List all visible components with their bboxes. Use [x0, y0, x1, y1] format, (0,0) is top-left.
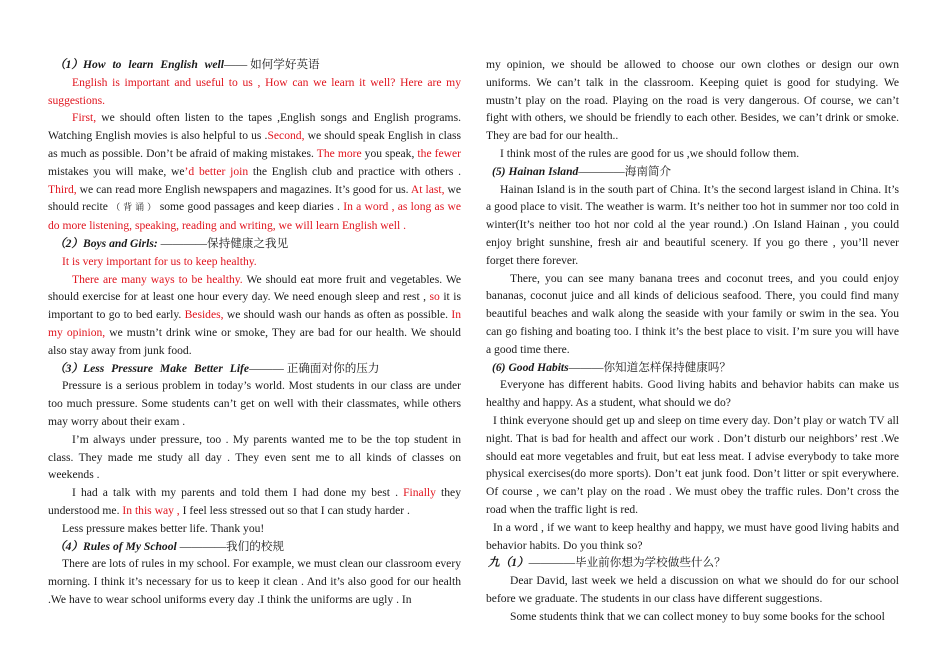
heading-chinese: ————我们的校规: [176, 539, 284, 553]
text-red: In my opinion,: [48, 308, 461, 339]
text: we should recite: [48, 182, 461, 214]
text: I feel less stressed out so that I can study harder .: [179, 503, 410, 517]
paragraph-hainan-intro: Hainan Island is in the south part of China. It’s the second largest island in China. It’s a good place to visit. The weather is warm. It’s neither too hot in summer nor too cold in winter(It’s neither too hot nor cold al the year round.) .On Island Hainan , you could enjoy bright sunshine, fresh air and beautiful scenery. If you go there , you’ll never forget there forever.: [486, 182, 899, 267]
heading-title: Hainan Island: [508, 164, 579, 178]
text: they understood me.: [48, 486, 461, 517]
text: the English club and practice with others .: [248, 164, 461, 178]
paragraph-suggestions: [48, 109, 461, 235]
heading-number: （1）: [54, 58, 83, 71]
heading-chinese: ————保持健康之我见: [157, 236, 289, 250]
text: some good passages and keep diaries .: [156, 200, 344, 214]
text: we should speak English in class as much as possible. Don’t be afraid of making mistakes.: [48, 129, 461, 160]
paragraph-rules-continued: my opinion, we should be allowed to choose our own clothes or design our own uniforms. We can’t talk in the classroom. Keeping quiet is good for studying. We mustn’t play on the road. Playing on the road is very dangerous. Of course, we can’t fight with others, we should be friendly to each other. Besides, we can’t drink or smoke. They are bad for our health..: [486, 58, 899, 143]
text-red: Second,: [267, 129, 305, 143]
heading-number: (5): [492, 164, 506, 178]
heading-how-to-learn-english: [48, 56, 461, 74]
paragraph-pressure-problem: Pressure is a serious problem in today’s world. Most students in our class are under too much pressure. Some students can’t get on well with their classmates, while others may worry about their exam .: [48, 379, 461, 428]
text-red: the fewer: [417, 146, 461, 160]
heading-title: Rules of My School: [83, 539, 177, 553]
heading-number: 九（1）: [488, 556, 529, 570]
text-red: There are many ways to be healthy.: [72, 272, 243, 286]
heading-title: Boys and Girls:: [83, 236, 158, 250]
text: we can read more English newspapers and magazines. It’s good for us.: [76, 182, 411, 196]
heading-dash: ——: [223, 58, 248, 71]
heading-number: （4）: [54, 539, 83, 553]
heading-less-pressure: [48, 360, 461, 378]
text-red: so: [429, 290, 440, 304]
heading-chinese: ————海南简介: [578, 164, 672, 178]
paragraph-talk-parents: [48, 484, 461, 520]
paragraph-ways-healthy: [48, 271, 461, 360]
text-red: At last,: [410, 182, 445, 196]
heading-hainan-island: [486, 163, 899, 181]
paragraph-intro: English is important and useful to us , How can we learn it well? Here are my suggestions.: [48, 75, 461, 107]
text-gloss: （ 背 诵 ）: [111, 202, 157, 213]
text-red: Finally: [403, 486, 436, 500]
paragraph-habits-advice: I think everyone should get up and sleep on time every day. Don’t play or watch TV all night. That is bad for health and affect our work . Don’t disturb our neighbors’ rest .We should eat more vegetables and fruit, but eat less meat. I advise everybody to take more physical exercises(do more sports). Don’t eat junk food. Don’t litter or spit everywhere. Of course , we can’t play on the road . We must obey the traffic rules. Don’t cross the road when the traffic light is red.: [486, 413, 899, 516]
text-red: In this way ,: [122, 503, 180, 517]
paragraph-rules: There are lots of rules in my school. For example, we must clean our classroom every morning. I think it’s necessary for us to keep it clean . And it’s also good for our health .We have to wear school uniforms every day .I think the uniforms are ugly . In: [48, 557, 461, 606]
heading-number: （3）: [54, 361, 83, 375]
text: I had a talk with my parents and told them I had done my best .: [72, 486, 404, 500]
paragraph-letter-suggestions: Some students think that we can collect money to buy some books for the school: [510, 609, 885, 623]
heading-before-graduate: [486, 554, 899, 572]
paragraph-less-pressure: Less pressure makes better life. Thank you!: [62, 521, 265, 535]
paragraph-follow-rules: I think most of the rules are good for us ,we should follow them.: [500, 146, 800, 160]
right-column: [486, 56, 899, 626]
text-red: First,: [72, 111, 97, 125]
heading-title: Less Pressure Make Better Life: [83, 361, 250, 375]
heading-title: How to learn English well: [83, 58, 224, 71]
paragraph-hainan-there: There, you can see many banana trees and coconut trees, and you could enjoy bananas, coconut juice and all kinds of delicious seafood. There, you could find many beautiful beaches and walk along the seaside with your family or swim in the sea. You can go fishing and boating too. I think it’s the best place to visit. I’m sure you will have a good time there.: [486, 271, 899, 356]
text-red: ’d better join: [184, 164, 249, 178]
paragraph-under-pressure: I’m always under pressure, too . My parents wanted me to be the top student in class. They made me study all day . They even sent me to all kinds of classes on weekends .: [48, 432, 461, 482]
heading-chinese: 如何学好英语: [247, 58, 320, 71]
text: mistakes you will make, we: [48, 164, 185, 178]
heading-chinese: ———你知道怎样保持健康吗？: [568, 360, 731, 374]
heading-good-habits: [486, 359, 899, 377]
text-red: The more: [316, 146, 362, 160]
heading-boys-and-girls: [48, 235, 461, 253]
text: we mustn’t drink wine or smoke, They are bad for our health. We should also stay away from junk food.: [48, 325, 461, 357]
heading-chinese: ————毕业前你想为学校做些什么？: [528, 556, 726, 570]
paragraph-habits-conclusion: In a word , if we want to keep healthy and happy, we must have good living habits and behavior habits. Do you think so?: [486, 520, 899, 552]
left-column: [48, 56, 461, 609]
text: We should eat more fruit and vegetables. We should exercise for at least one hour every day. We need enough sleep and rest ,: [48, 272, 462, 304]
text: you speak,: [361, 146, 418, 160]
text-red: Besides,: [184, 308, 224, 322]
text: we should wash our hands as often as possible.: [223, 308, 452, 322]
paragraph-letter-intro: Dear David, last week we held a discussion on what we should do for our school before we graduate. The students in our class have different suggestions.: [486, 574, 899, 605]
text-red: In a word , as long as we do more listening, speaking, reading and writing, we will learn English well .: [48, 200, 461, 233]
heading-chinese: ——— 正确面对你的压力: [249, 361, 380, 375]
heading-rules-of-school: [48, 538, 461, 556]
paragraph-habits-intro: Everyone has different habits. Good living habits and behavior habits can make us healthy and happy. As a student, what should we do?: [486, 378, 899, 410]
text: we should often listen to the tapes ,English songs and English programs. Watching English movies is also helpful to us .: [48, 111, 461, 143]
text: it is important to go to bed early.: [48, 290, 461, 322]
heading-title: Good Habits: [508, 360, 569, 374]
text-red: Third,: [48, 182, 77, 196]
heading-number: (6): [492, 360, 506, 374]
paragraph-keep-healthy: It is very important for us to keep healthy.: [62, 254, 257, 268]
heading-number: （2）: [54, 236, 83, 250]
